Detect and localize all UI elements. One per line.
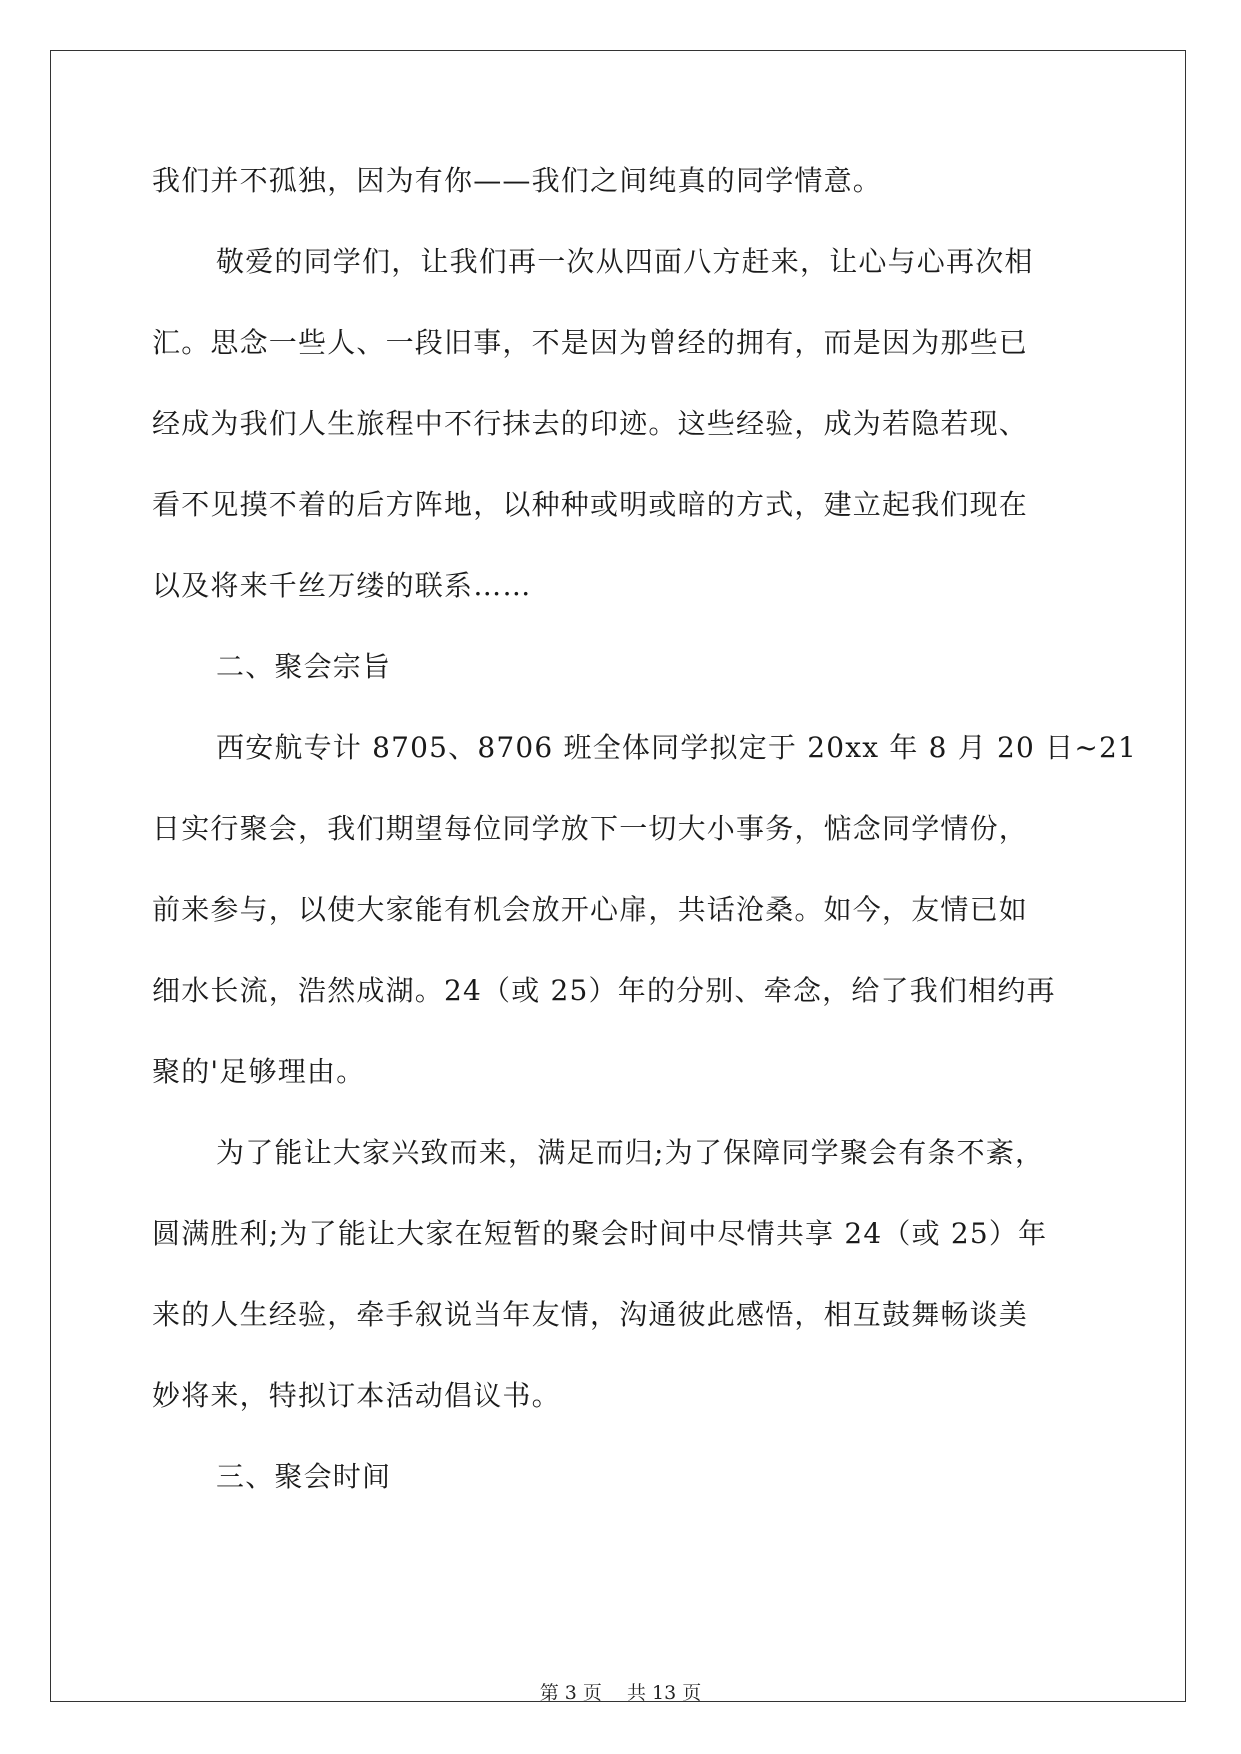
text-line: 妙将来，特拟订本活动倡议书。 xyxy=(152,1379,561,1412)
text-line: 细水长流，浩然成湖。24（或 25）年的分别、牵念，给了我们相约再 xyxy=(152,974,1056,1007)
text-line: 来的人生经验，牵手叙说当年友情，沟通彼此感悟，相互鼓舞畅谈美 xyxy=(152,1298,1029,1331)
section-heading: 三、聚会时间 xyxy=(216,1460,392,1493)
text-line: 经成为我们人生旅程中不行抹去的印迹。这些经验，成为若隐若现、 xyxy=(152,407,1029,440)
text-line: 日实行聚会，我们期望每位同学放下一切大小事务，惦念同学情份， xyxy=(152,812,1029,845)
page-number: 第 3 页 共 13 页 xyxy=(539,1682,702,1704)
text-line: 圆满胜利;为了能让大家在短暂的聚会时间中尽情共享 24（或 25）年 xyxy=(152,1217,1048,1250)
text-line: 看不见摸不着的后方阵地，以种种或明或暗的方式，建立起我们现在 xyxy=(152,488,1029,521)
text-line: 前来参与，以使大家能有机会放开心扉，共话沧桑。如今，友情已如 xyxy=(152,893,1029,926)
text-line: 为了能让大家兴致而来，满足而归;为了保障同学聚会有条不紊， xyxy=(216,1136,1045,1169)
text-line: 敬爱的同学们，让我们再一次从四面八方赶来，让心与心再次相 xyxy=(216,245,1034,278)
text-line: 以及将来千丝万缕的联系…… xyxy=(152,569,532,602)
text-line: 西安航专计 8705、8706 班全体同学拟定于 20xx 年 8 月 20 日~21 xyxy=(216,731,1138,764)
text-line: 我们并不孤独，因为有你——我们之间纯真的同学情意。 xyxy=(152,164,883,197)
section-heading: 二、聚会宗旨 xyxy=(216,650,392,683)
text-line: 聚的'足够理由。 xyxy=(152,1055,366,1088)
text-line: 汇。思念一些人、一段旧事，不是因为曾经的拥有，而是因为那些已 xyxy=(152,326,1029,359)
document-body xyxy=(152,140,1138,1517)
